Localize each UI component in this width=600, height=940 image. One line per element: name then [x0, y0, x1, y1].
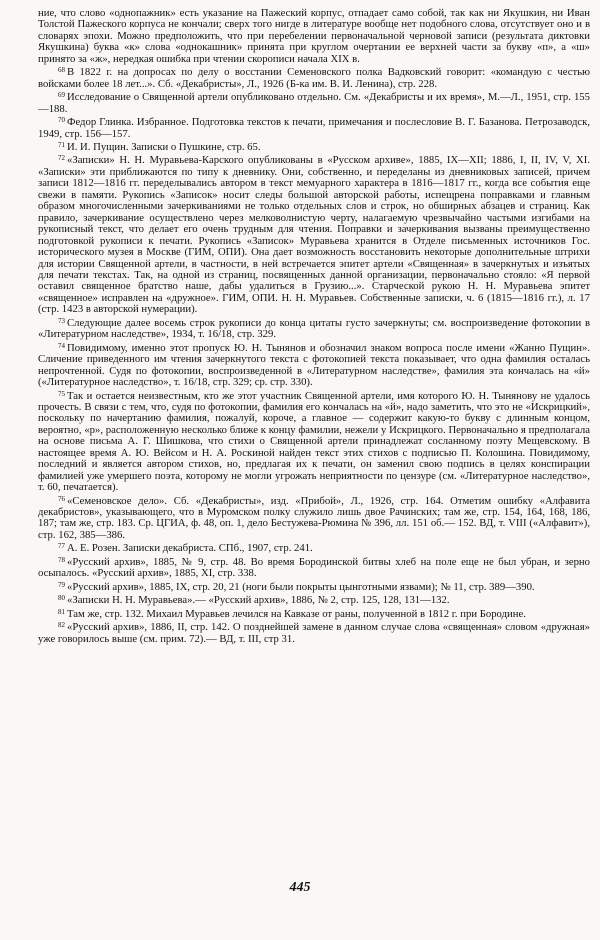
footnote-text: «Русский архив», 1885, № 9, стр. 48. Во время Бородинской битвы хлеб на поле еще не был убран, и зерно осыпалось. «Русский архив», 1885, XI, стр. 338. [38, 555, 590, 580]
footnote-number: 81 [58, 607, 65, 616]
footnote-77 [38, 541, 590, 554]
footnotes-block [38, 8, 590, 645]
footnote-75 [38, 389, 590, 494]
footnote-68 [38, 65, 590, 90]
footnote-number: 69 [58, 91, 65, 100]
footnote-number: 74 [58, 341, 65, 350]
footnote-69 [38, 90, 590, 115]
footnote-number: 73 [58, 316, 65, 325]
footnote-text: «Записки» Н. Н. Муравьева-Карского опубликованы в «Русском архиве», 1885, IX—XII; 1886, I, II, IV, V, XI. «Записки» эти приближаются по типу к дневнику. Они, собственно, и переделаны из дневниковых записей, причем записи 1812—1816 гг. переделывались автором в текст мемуарного характера в 1816—1817 гг., когда все события еще свежи в памяти. Рукопись «Записок» носит следы большой авторской работы, испещрена поправками и главным образом многочисленными зачеркиваниями не только отдельных слов и строк, но обширных абзацев и страниц. Как правило, зачеркивание осуществлено через мелковолнистую черту, налагаемую чрезвычайно частыми изгибами на рукописный текст, что делает его очень трудным для чтения. Поправки и зачеркивания вызваны преимущественно подготовкой рукописи к печати. Рукопись «Записок» Муравьева хранится в Отделе письменных источников Гос. исторического музея в Москве (ГИМ, ОПИ). Она дает возможность восстановить некоторые дополнительные штрихи для истории Священной артели, в частности, в ней встречается эпитет артели «Священная» в зачеркнутых и изъятых для печати текстах. Так, на одной из страниц, посвященных данной организации, первоначально стояло: «Я первой оставил священное братство наше, дабы удалиться в Грузию...». Старческой рукою Н. Н. Муравьева эпитет «священное» исправлен на «дружное». ГИМ, ОПИ. Н. Н. Муравьев. Собственные записки, ч. 6 (1815—1816 гг.), л. 17 (стр. 1423 в авторской нумерации). [38, 154, 590, 316]
footnote-79 [38, 580, 590, 593]
footnote-number: 78 [58, 555, 65, 564]
footnote-text: «Записки Н. Н. Муравьева».— «Русский архив», 1886, № 2, стр. 125, 128, 131—132. [67, 594, 450, 607]
footnote-text: Следующие далее восемь строк рукописи до конца цитаты густо зачеркнуты; см. воспроизведение фотокопии в «Литературном наследстве», 1934, т. 16/18, стр. 329. [38, 316, 590, 341]
footnote-number: 82 [58, 621, 65, 630]
footnote-number: 80 [58, 594, 65, 603]
footnote-text: Там же, стр. 132. Михаил Муравьев лечился на Кавказе от раны, полученной в 1812 г. при Бородине. [67, 607, 526, 620]
footnote-number: 70 [58, 116, 65, 125]
footnote-number: 71 [58, 140, 65, 149]
footnote-76 [38, 494, 590, 542]
footnote-text: «Семеновское дело». Сб. «Декабристы», изд. «Прибой», Л., 1926, стр. 164. Отметим ошибку «Алфавита декабристов», указывающего, что в Муромском полку служило лишь двое Рачинских; там же, стр. 154, 164, 168, 186, 187; там же, стр. 183. Ср. ЦГИА, ф. 48, оп. 1, дело Бестужева-Рюмина № 396, лл. 151 об.— 152. ВД, т. VIII («Алфавит»), стр. 162, 385—386. [38, 494, 590, 541]
footnote-72 [38, 153, 590, 315]
footnote-text: ние, что слово «однопажник» есть указание на Пажеский корпус, отпадает само собой, так как ни Якушкин, ни Иван Толстой Пажеского корпуса не кончали; сверх того нигде в литературе вообще нет подобного слова, отсутствует оно и в словарях эпохи. Можно предположить, что при перебелении первоначальной черновой записи (результата диктовки Якушкина) буква «к» слова «однокашник» принята при круглом очертании ее верхней части за букву «п», а «ш» принято за «ж», нередкая ошибка при чтении скорописи начала XIX в. [38, 7, 590, 65]
footnote-text: Исследование о Священной артели опубликовано отдельно. См. «Декабристы и их время», М.—Л., 1951, стр. 155—188. [38, 91, 590, 115]
footnote-text: А. Е. Розен. Записки декабриста. СПб., 1907, стр. 241. [67, 542, 313, 555]
footnote-81 [38, 607, 590, 620]
footnote-70 [38, 115, 590, 140]
footnote-78 [38, 555, 590, 580]
footnote-continuation [38, 8, 590, 65]
footnote-82 [38, 620, 590, 645]
footnote-text: И. И. Пущин. Записки о Пушкине, стр. 65. [67, 140, 261, 153]
footnote-number: 72 [58, 154, 65, 163]
footnote-number: 68 [58, 66, 65, 75]
footnote-71 [38, 140, 590, 153]
footnote-80 [38, 593, 590, 606]
footnote-text: В 1822 г. на допросах по делу о восстании Семеновского полка Вадковский говорит: «командую с честью войсками более 18 лет...». Сб. «Декабристы», Л., 1926 (Б-ка им. В. И. Ленина), стр. 228. [38, 66, 590, 90]
footnote-text: Так и остается неизвестным, кто же этот участник Священной артели, имя которого Ю. Н. Тынянову не удалось прочесть. В связи с тем, что, судя по фотокопии, фамилия его кончалась на «й», надо заметить, что это не «Искрицкий», поскольку по начертанию фамилия, пожалуй, короче, а главное — содержит какую-то букву с длинным концом, вероятно, «р», расположенную несколько ближе к концу фамилии, нежели у Искрицкого. Первоначально я предполагала на основе письма А. Г. Шишкова, что стихи о Священной артели принадлежат сосланному поэту Мещевскому. В настоящее время А. Ю. Вейсом и Н. А. Роскиной найден текст этих стихов с подписью П. Колошина. Повидимому, последний и является автором стихов, но, предлагая их к печати, он заменил свою подпись в целях конспирации фамилией уже умершего поэта, которому не могли угрожать неприятности по цензуре (см. «Литературное наследство», т. 60, печатается). [38, 389, 590, 494]
footnote-73 [38, 316, 590, 341]
footnote-number: 77 [58, 542, 65, 551]
footnote-number: 79 [58, 580, 65, 589]
footnote-text: Федор Глинка. Избранное. Подготовка текстов к печати, примечания и послесловие В. Г. Базанова. Петрозаводск, 1949, стр. 156—157. [38, 116, 590, 140]
footnote-74 [38, 341, 590, 389]
footnote-text: Повидимому, именно этот пропуск Ю. Н. Тынянов и обозначил знаком вопроса после имени «Жанно Пущин». Сличение приведенного им чтения зачеркнутого текста с фотокопией текста показывает, что одна фамилия осталась непрочтенной. Судя по фотокопии, воспроизведенной в «Литературном наследстве», фамилия эта кончалась на «й» («Литературное наследство», т. 16/18, стр. 329; ср. стр. 330). [38, 341, 590, 389]
footnote-number: 76 [58, 494, 65, 503]
footnote-text: «Русский архив», 1886, II, стр. 142. О позднейшей замене в данном случае слова «священная» словом «дружная» уже говорилось выше (см. прим. 72).— ВД, т. III, стр 31. [38, 621, 590, 645]
page-number: 445 [289, 880, 311, 895]
footnote-text: «Русский архив», 1885, IX, стр. 20, 21 (ноги были покрыты цынготными язвами); № 11, стр. 389—390. [67, 580, 535, 593]
footnote-number: 75 [58, 389, 65, 398]
